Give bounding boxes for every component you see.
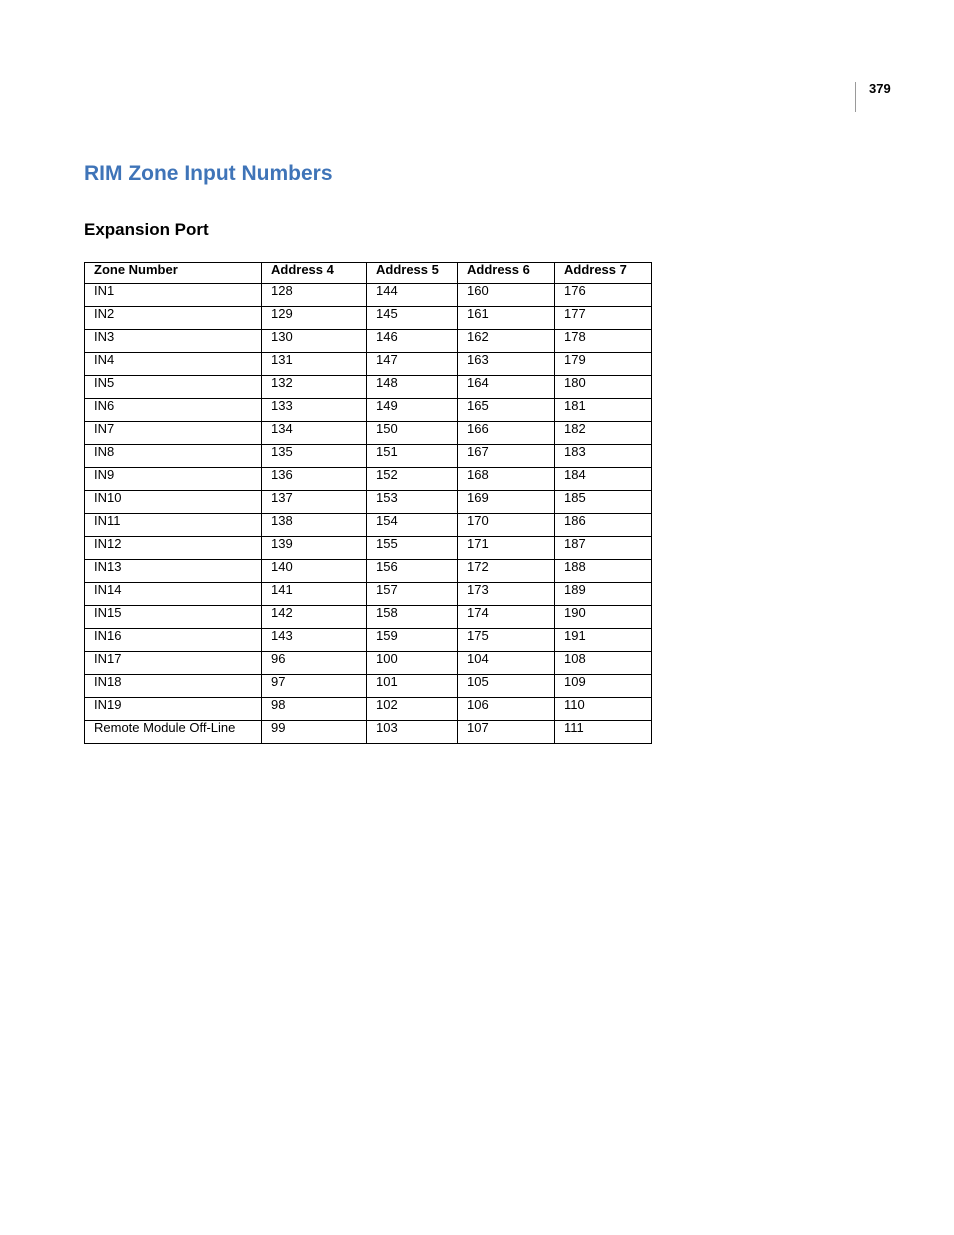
cell-address-7: 182 [555,422,652,445]
cell-address-6: 163 [458,353,555,376]
cell-zone-number: IN11 [85,514,262,537]
cell-zone-number: IN10 [85,491,262,514]
section-title: RIM Zone Input Numbers [84,162,333,185]
cell-address-7: 108 [555,652,652,675]
page-number-rule [855,82,856,112]
cell-address-4: 143 [262,629,367,652]
cell-address-4: 141 [262,583,367,606]
cell-address-5: 146 [367,330,458,353]
header-address-5: Address 5 [367,263,458,284]
cell-address-6: 174 [458,606,555,629]
cell-zone-number: IN2 [85,307,262,330]
cell-address-5: 156 [367,560,458,583]
table-row [85,399,652,422]
cell-address-5: 103 [367,721,458,744]
cell-address-4: 97 [262,675,367,698]
cell-address-4: 130 [262,330,367,353]
cell-zone-number: IN13 [85,560,262,583]
page-number: 379 [869,81,891,96]
table-row [85,675,652,698]
cell-zone-number: IN14 [85,583,262,606]
header-address-7: Address 7 [555,263,652,284]
cell-address-7: 187 [555,537,652,560]
cell-address-4: 140 [262,560,367,583]
cell-address-5: 158 [367,606,458,629]
cell-address-4: 133 [262,399,367,422]
cell-address-7: 185 [555,491,652,514]
cell-address-6: 162 [458,330,555,353]
table-row [85,353,652,376]
cell-address-6: 160 [458,284,555,307]
cell-address-6: 104 [458,652,555,675]
cell-address-7: 183 [555,445,652,468]
cell-address-4: 96 [262,652,367,675]
zone-input-table [84,262,652,744]
table-header-row [85,263,652,284]
cell-zone-number: IN17 [85,652,262,675]
cell-address-5: 157 [367,583,458,606]
cell-address-7: 190 [555,606,652,629]
cell-address-5: 152 [367,468,458,491]
cell-zone-number: IN16 [85,629,262,652]
cell-address-5: 144 [367,284,458,307]
cell-zone-number: IN15 [85,606,262,629]
cell-address-4: 131 [262,353,367,376]
cell-zone-number: IN4 [85,353,262,376]
cell-address-4: 137 [262,491,367,514]
cell-address-4: 134 [262,422,367,445]
cell-address-4: 139 [262,537,367,560]
cell-zone-number: IN7 [85,422,262,445]
cell-address-7: 188 [555,560,652,583]
cell-address-5: 150 [367,422,458,445]
table-body [85,284,652,744]
table-row [85,376,652,399]
cell-address-5: 147 [367,353,458,376]
table-row [85,698,652,721]
cell-address-5: 149 [367,399,458,422]
cell-zone-number: IN8 [85,445,262,468]
cell-address-5: 102 [367,698,458,721]
cell-address-4: 128 [262,284,367,307]
cell-address-6: 161 [458,307,555,330]
cell-address-5: 145 [367,307,458,330]
cell-address-6: 175 [458,629,555,652]
cell-address-6: 168 [458,468,555,491]
cell-address-7: 176 [555,284,652,307]
table-row [85,284,652,307]
cell-zone-number: IN19 [85,698,262,721]
table-row [85,422,652,445]
cell-address-6: 167 [458,445,555,468]
header-address-6: Address 6 [458,263,555,284]
cell-address-5: 154 [367,514,458,537]
cell-zone-number: Remote Module Off-Line [85,721,262,744]
cell-address-6: 165 [458,399,555,422]
cell-address-6: 164 [458,376,555,399]
cell-address-4: 138 [262,514,367,537]
cell-address-5: 155 [367,537,458,560]
cell-address-4: 99 [262,721,367,744]
header-zone-number: Zone Number [85,263,262,284]
table-row [85,721,652,744]
cell-address-5: 100 [367,652,458,675]
cell-address-7: 184 [555,468,652,491]
cell-address-7: 111 [555,721,652,744]
header-address-4: Address 4 [262,263,367,284]
cell-address-5: 101 [367,675,458,698]
cell-zone-number: IN9 [85,468,262,491]
cell-address-4: 135 [262,445,367,468]
table-row [85,514,652,537]
cell-address-7: 110 [555,698,652,721]
cell-address-5: 159 [367,629,458,652]
cell-address-7: 177 [555,307,652,330]
table-row [85,606,652,629]
cell-address-5: 148 [367,376,458,399]
cell-address-7: 189 [555,583,652,606]
cell-zone-number: IN18 [85,675,262,698]
cell-address-6: 171 [458,537,555,560]
cell-address-7: 109 [555,675,652,698]
cell-address-5: 151 [367,445,458,468]
cell-address-6: 105 [458,675,555,698]
cell-address-7: 179 [555,353,652,376]
table-row [85,468,652,491]
table-row [85,307,652,330]
cell-address-4: 98 [262,698,367,721]
cell-address-6: 166 [458,422,555,445]
cell-address-6: 169 [458,491,555,514]
cell-address-4: 132 [262,376,367,399]
cell-address-4: 142 [262,606,367,629]
table-row [85,537,652,560]
table-row [85,445,652,468]
cell-zone-number: IN1 [85,284,262,307]
subsection-title: Expansion Port [84,220,209,239]
table-row [85,629,652,652]
cell-zone-number: IN6 [85,399,262,422]
cell-address-6: 172 [458,560,555,583]
table-row [85,583,652,606]
cell-zone-number: IN5 [85,376,262,399]
cell-address-7: 181 [555,399,652,422]
cell-address-7: 186 [555,514,652,537]
cell-address-5: 153 [367,491,458,514]
table-row [85,652,652,675]
cell-address-6: 107 [458,721,555,744]
cell-address-6: 173 [458,583,555,606]
cell-zone-number: IN3 [85,330,262,353]
table-row [85,330,652,353]
table-row [85,491,652,514]
cell-address-4: 129 [262,307,367,330]
cell-address-4: 136 [262,468,367,491]
cell-address-6: 170 [458,514,555,537]
cell-address-7: 180 [555,376,652,399]
cell-address-7: 178 [555,330,652,353]
cell-address-7: 191 [555,629,652,652]
cell-zone-number: IN12 [85,537,262,560]
table-row [85,560,652,583]
cell-address-6: 106 [458,698,555,721]
